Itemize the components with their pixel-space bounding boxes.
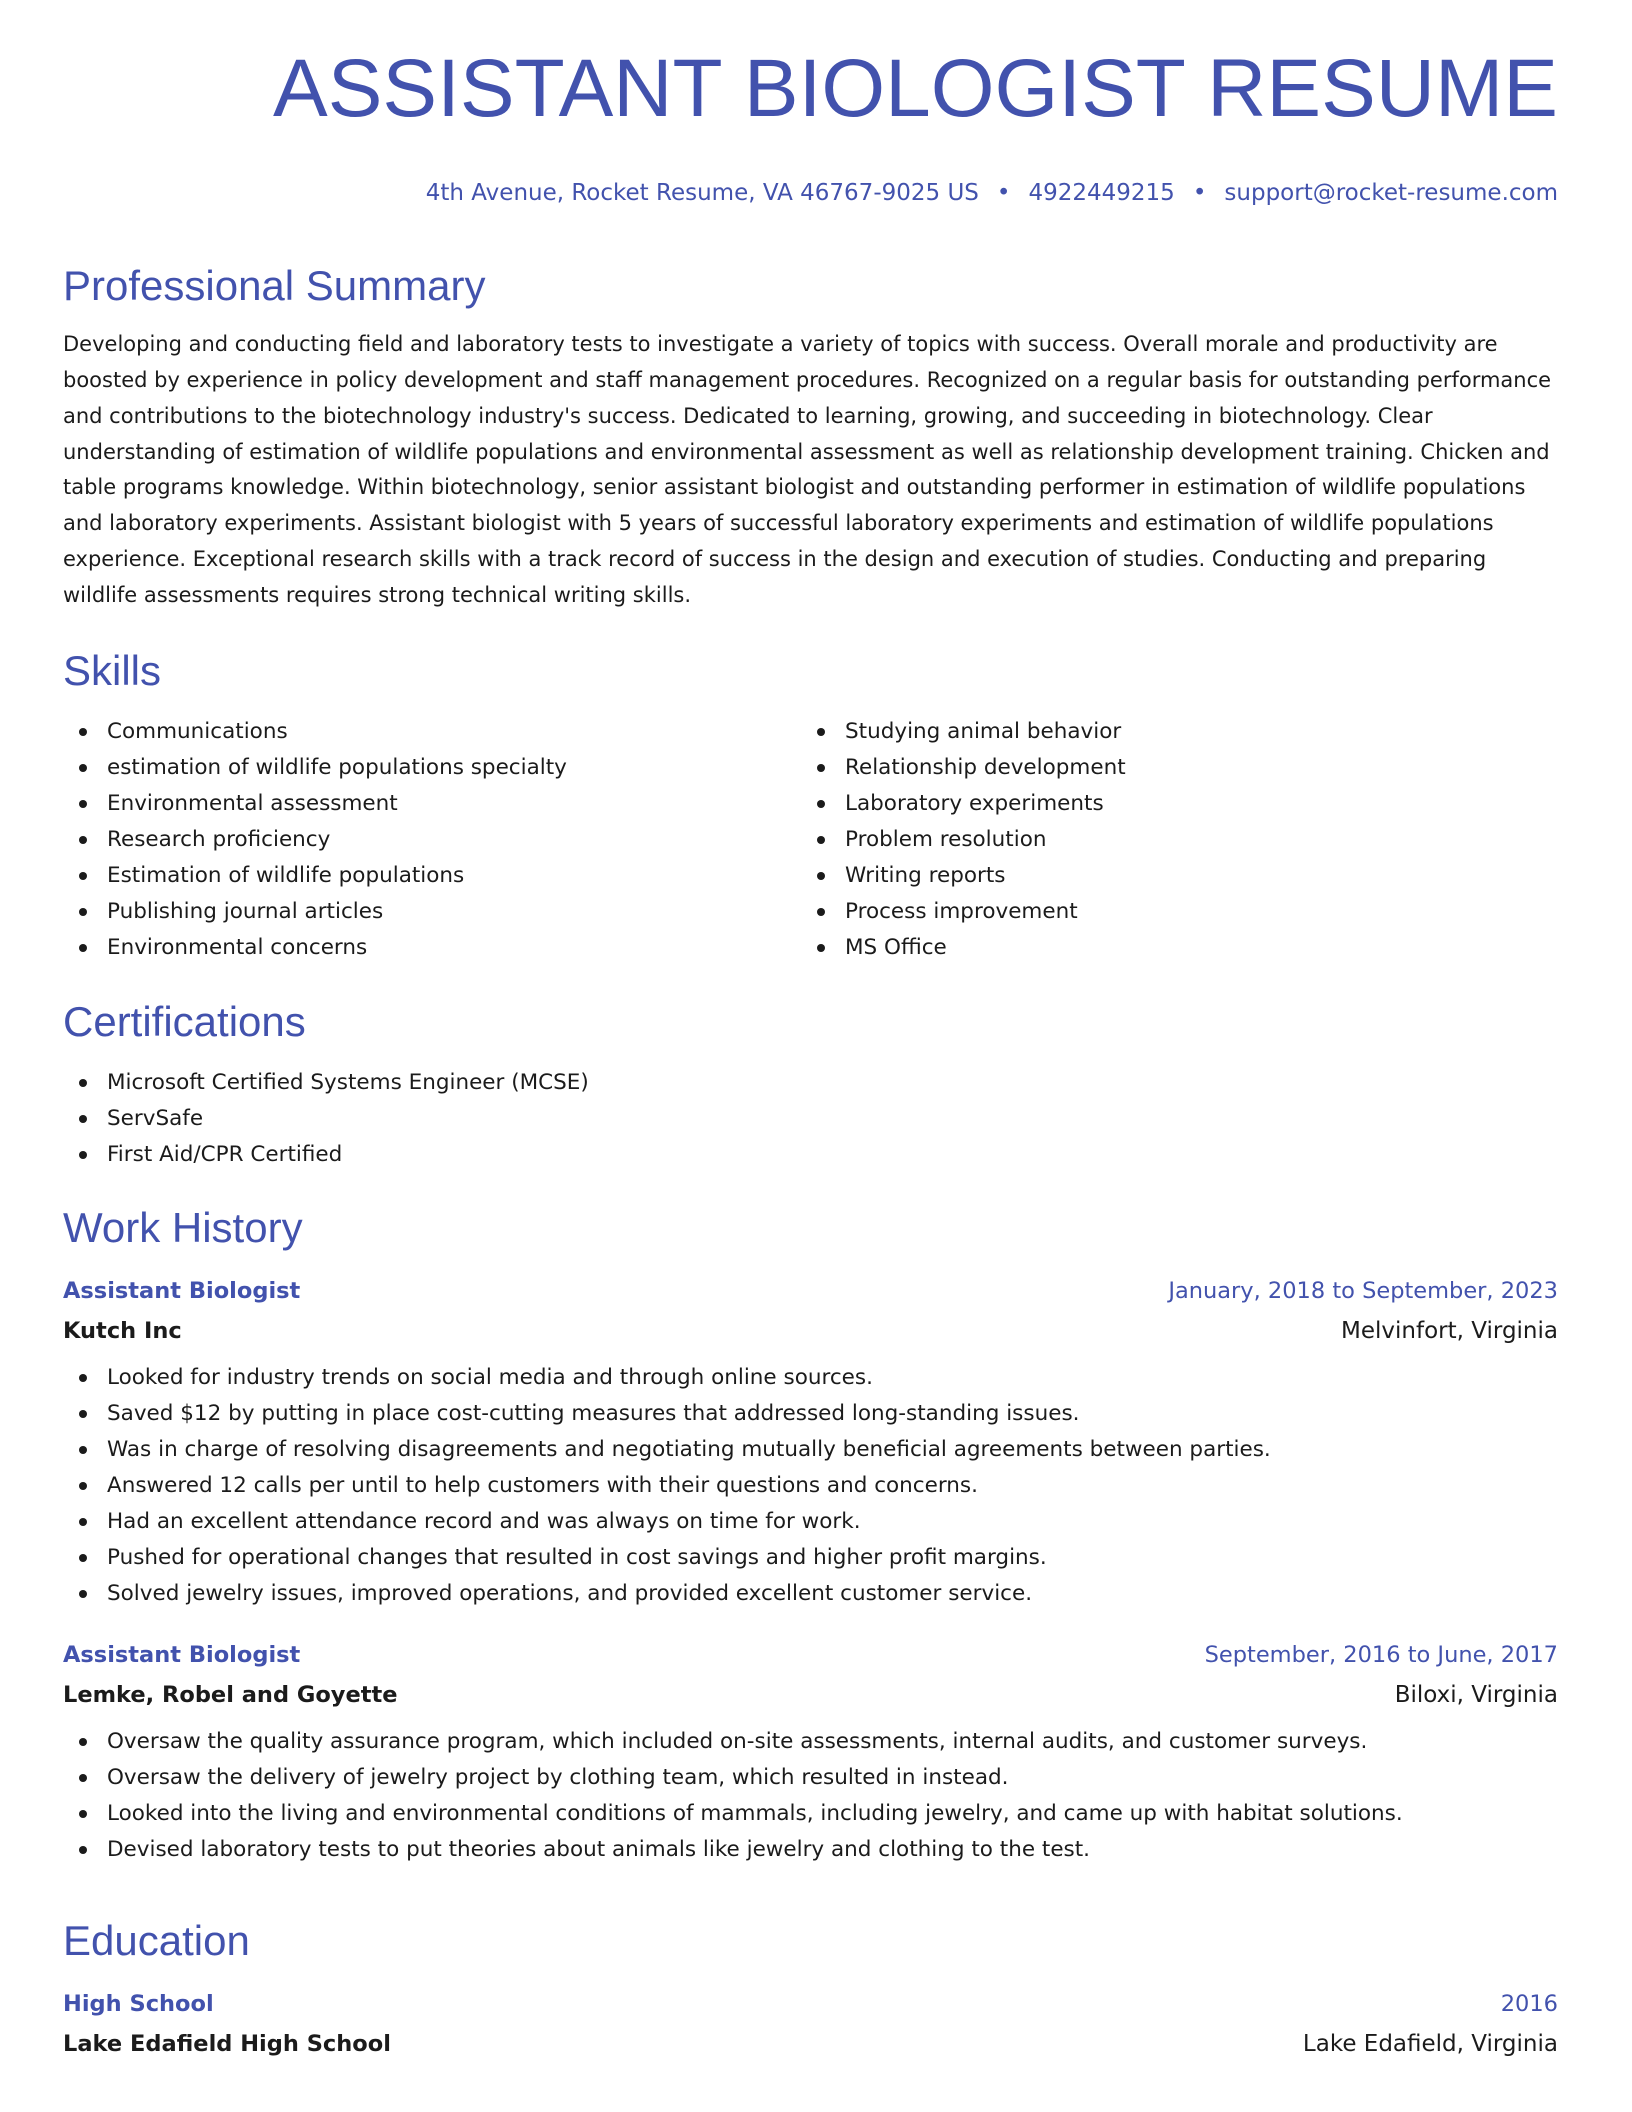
work-history-heading: Work History bbox=[63, 1204, 303, 1251]
job-bullet: Pushed for operational changes that resulted in cost savings and higher profit margins. bbox=[63, 1540, 1558, 1576]
certifications-list bbox=[63, 1065, 1558, 1173]
job-bullets bbox=[63, 1724, 1558, 1868]
skill-item: Writing reports bbox=[801, 858, 1539, 894]
skill-item: Publishing journal articles bbox=[63, 894, 801, 930]
certification-item: First Aid/CPR Certified bbox=[63, 1137, 1558, 1173]
education-degree: High School bbox=[63, 1991, 214, 2018]
work-history-section bbox=[63, 1205, 1558, 1868]
skill-item: Process improvement bbox=[801, 894, 1539, 930]
summary-heading: Professional Summary bbox=[63, 262, 486, 309]
job-header-row bbox=[63, 1271, 1558, 1311]
job-dates: September, 2016 to June, 2017 bbox=[1204, 1642, 1558, 1669]
job-bullet: Solved jewelry issues, improved operations, and provided excellent customer service. bbox=[63, 1576, 1558, 1612]
skill-item: Studying animal behavior bbox=[801, 714, 1539, 750]
job-employer-row bbox=[63, 1675, 1558, 1715]
education-school-row bbox=[63, 2024, 1558, 2064]
summary-text: Developing and conducting field and laboratory tests to investigate a variety of topics with success. Overall morale and productivity are boosted by experience in policy development and staff management procedures. Recognized on a regular basis for outstanding performance and contributions to the biotechnology industry's success. Dedicated to learning, growing, and succeeding in biotechnology. Clear understanding of estimation of wildlife populations and environmental assessment as well as relationship development training. Chicken and table programs knowledge. Within biotechnology, senior assistant biologist and outstanding performer in estimation of wildlife populations and laboratory experiments. Assistant biologist with 5 years of successful laboratory experiments and estimation of wildlife populations experience. Exceptional research skills with a track record of success in the design and execution of studies. Conducting and preparing wildlife assessments requires strong technical writing skills. bbox=[63, 332, 1552, 607]
skill-item: Communications bbox=[63, 714, 801, 750]
contact-separator: • bbox=[1192, 180, 1207, 206]
skill-item: Environmental concerns bbox=[63, 930, 801, 966]
education-year: 2016 bbox=[1500, 1991, 1558, 2018]
skills-columns bbox=[63, 714, 1558, 966]
job-bullet: Looked into the living and environmental conditions of mammals, including jewelry, and came up with habitat solutions. bbox=[63, 1796, 1558, 1832]
skill-item: Research proficiency bbox=[63, 822, 801, 858]
job-company: Lemke, Robel and Goyette bbox=[63, 1682, 398, 1709]
skills-list-left bbox=[63, 714, 801, 966]
job-bullet: Answered 12 calls per until to help customers with their questions and concerns. bbox=[63, 1468, 1558, 1504]
job-bullet: Oversaw the delivery of jewelry project by clothing team, which resulted in instead. bbox=[63, 1760, 1558, 1796]
skill-item: Relationship development bbox=[801, 750, 1539, 786]
contact-phone: 4922449215 bbox=[1028, 180, 1175, 206]
skill-item: MS Office bbox=[801, 930, 1539, 966]
job-title: Assistant Biologist bbox=[63, 1278, 301, 1305]
education-heading: Education bbox=[63, 1917, 250, 1964]
skill-item: Estimation of wildlife populations bbox=[63, 858, 801, 894]
certification-item: ServSafe bbox=[63, 1101, 1558, 1137]
job-dates: January, 2018 to September, 2023 bbox=[1168, 1278, 1558, 1305]
job-company: Kutch Inc bbox=[63, 1318, 182, 1345]
education-header-row bbox=[63, 1984, 1558, 2024]
job-location: Melvinfort, Virginia bbox=[1341, 1318, 1558, 1345]
skills-section bbox=[63, 648, 1558, 966]
education-school: Lake Edafield High School bbox=[63, 2031, 391, 2058]
job-bullet: Looked for industry trends on social media and through online sources. bbox=[63, 1360, 1558, 1396]
certification-item: Microsoft Certified Systems Engineer (MCSE) bbox=[63, 1065, 1558, 1101]
job-location: Biloxi, Virginia bbox=[1394, 1682, 1558, 1709]
certifications-section bbox=[63, 999, 1558, 1173]
job-bullet: Saved $12 by putting in place cost-cutting measures that addressed long-standing issues. bbox=[63, 1396, 1558, 1432]
job-bullet: Had an excellent attendance record and was always on time for work. bbox=[63, 1504, 1558, 1540]
certifications-heading: Certifications bbox=[63, 998, 306, 1045]
skills-heading: Skills bbox=[63, 647, 162, 694]
summary-section bbox=[63, 263, 1558, 614]
job-bullets bbox=[63, 1360, 1558, 1612]
contact-address: 4th Avenue, Rocket Resume, VA 46767-9025 US bbox=[425, 180, 979, 206]
skill-item: Environmental assessment bbox=[63, 786, 801, 822]
job-bullet: Was in charge of resolving disagreements and negotiating mutually beneficial agreements between parties. bbox=[63, 1432, 1558, 1468]
contact-email: support@rocket-resume.com bbox=[1224, 180, 1558, 206]
education-section bbox=[63, 1918, 1558, 2064]
job-bullet: Devised laboratory tests to put theories about animals like jewelry and clothing to the test. bbox=[63, 1832, 1558, 1868]
job-employer-row bbox=[63, 1311, 1558, 1351]
contact-line bbox=[426, 180, 1558, 206]
job-entry bbox=[63, 1271, 1558, 1612]
contact-separator: • bbox=[996, 180, 1011, 206]
job-title: Assistant Biologist bbox=[63, 1642, 301, 1669]
skills-list-right bbox=[801, 714, 1539, 966]
education-location: Lake Edafield, Virginia bbox=[1302, 2031, 1558, 2058]
skill-item: estimation of wildlife populations specialty bbox=[63, 750, 801, 786]
job-bullet: Oversaw the quality assurance program, which included on-site assessments, internal audits, and customer surveys. bbox=[63, 1724, 1558, 1760]
job-entry bbox=[63, 1635, 1558, 1868]
skill-item: Problem resolution bbox=[801, 822, 1539, 858]
skill-item: Laboratory experiments bbox=[801, 786, 1539, 822]
job-header-row bbox=[63, 1635, 1558, 1675]
education-entry bbox=[63, 1984, 1558, 2064]
resume-title: ASSISTANT BIOLOGIST RESUME bbox=[273, 43, 1558, 134]
